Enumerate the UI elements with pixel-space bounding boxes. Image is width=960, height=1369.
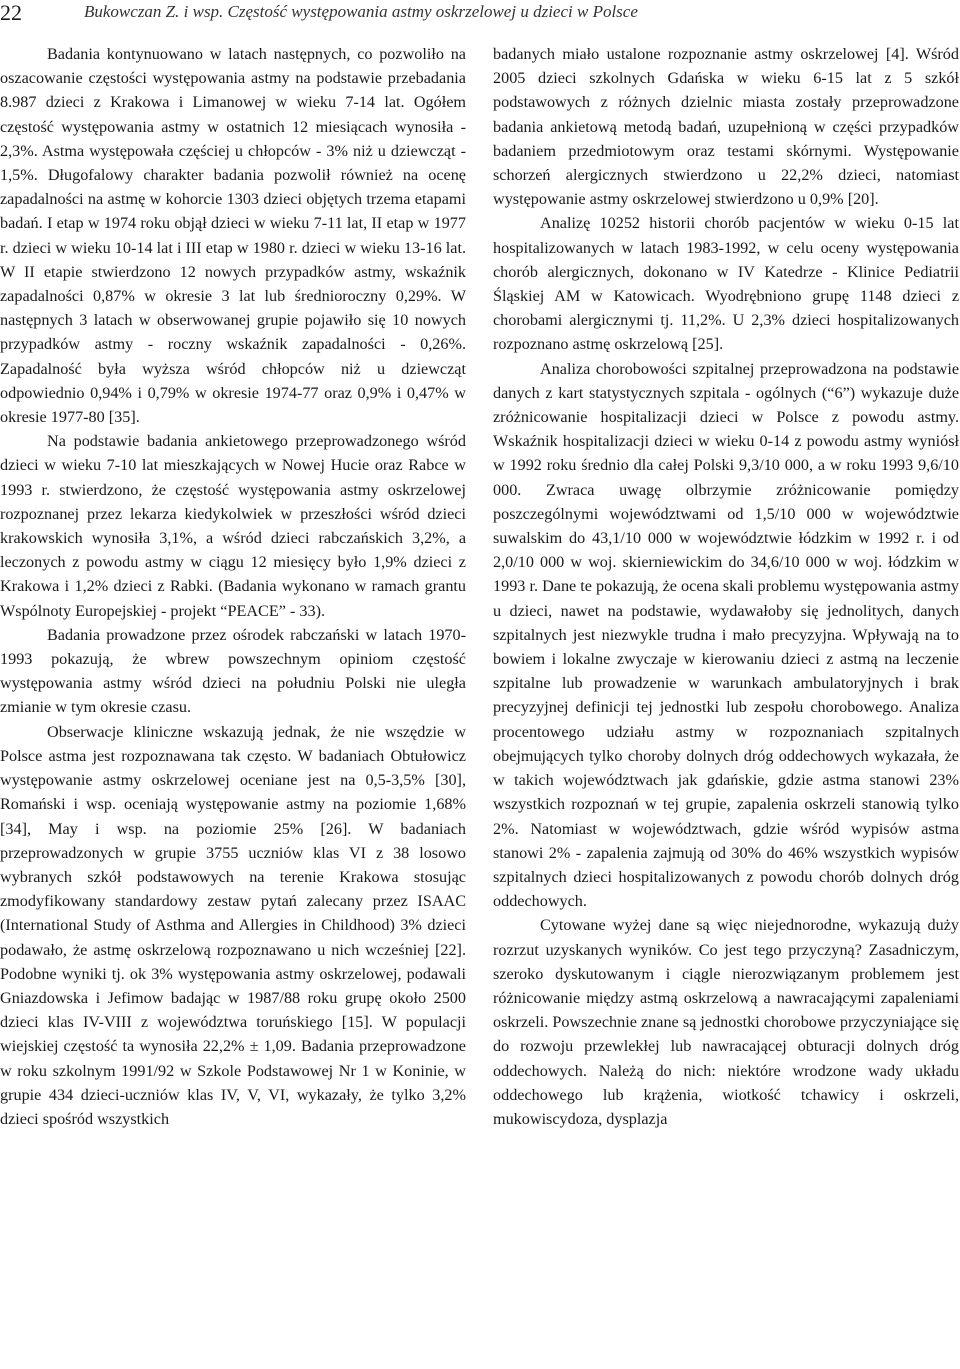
paragraph: Badania prowadzone przez ośrodek rabczański w latach 1970-1993 pokazują, że wbrew powszechnym opiniom częstość występowania astmy wśród dzieci na południu Polski nie uległa zmianie w tym okresie czasu. <box>0 625 466 717</box>
page-number: 22 <box>0 0 22 25</box>
left-column <box>0 42 466 1131</box>
paragraph: Analiza chorobowości szpitalnej przeprowadzona na podstawie danych z kart statystycznych szpitala - ogólnych (“6”) wykazuje duże zróżnicowanie hospitalizacji dzieci w Polsce z powodu astmy. Wskaźnik hospitalizacji dzieci w wieku 0-14 z powodu astmy wyniósł w 1992 roku średnio dla całej Polski 9,3/10 000, a w roku 1993 9,6/10 000. Zwraca uwagę olbrzymie zróżnicowanie pomiędzy poszczególnymi województwami od 1,5/10 000 w województwie suwalskim do 43,1/10 000 w województwie łódzkim w 1992 r. i od 2,0/10 000 w woj. skierniewickim do 34,6/10 000 w woj. łódzkim w 1993 r. Dane te pokazują, że ocena skali problemu występowania astmy u dzieci, nawet na podstawie, wydawałoby się jednolitych, danych szpitalnych jest niezwykle trudna i mało precyzyjna. Wpływają na to bowiem i lokalne zwyczaje w kierowaniu dzieci z astmą na leczenie szpitalne lub prowadzenie w warunkach ambulatoryjnych i brak precyzyjnej definicji tej jednostki lub zespołu chorobowego. Analiza procentowego udziału astmy w rozpoznaniach szpitalnych obejmujących tylko choroby dolnych dróg oddechowych wykazała, że w takich województwach jak gdańskie, gdzie astma stanowi 23% wszystkich rozpoznań w tej grupie, zapalenia oskrzeli stanowią tylko 2%. Natomiast w województwach, gdzie wśród wypisów astma stanowi 2% - zapalenia zajmują od 30% do 46% wszystkich wypisów szpitalnych dzieci hospitalizowanych z powodu chorób dolnych dróg oddechowych. <box>493 359 959 911</box>
paragraph-continued: badanych miało ustalone rozpoznanie astmy oskrzelowej [4]. Wśród 2005 dzieci szkolnych Gdańska w wieku 6-15 lat z 5 szkół podstawowych z różnych dzielnic miasta zostały przeprowadzone badania ankietową metodą badań, uzupełnioną w części przypadków badaniem przedmiotowym oraz testami skórnymi. Występowanie schorzeń alergicznych stwierdzono u 22,2% dzieci, natomiast występowanie astmy oskrzelowej stwierdzono u 0,9% [20]. <box>493 45 959 209</box>
paragraph: Obserwacje kliniczne wskazują jednak, że nie wszędzie w Polsce astma jest rozpoznawana tak często. W badaniach Obtułowicz występowanie astmy oskrzelowej oceniane jest na 0,5-3,5% [30], Romański i wsp. oceniają występowanie astmy na poziomie 1,68% [34], May i wsp. na poziomie 25% [26]. W badaniach przeprowadzonych w grupie 3755 uczniów klas VI z 38 losowo wybranych szkół podstawowych na terenie Krakowa stosując zmodyfikowany standardowy zestaw pytań zalecany przez ISAAC (International Study of Asthma and Allergies in Childhood) 3% dzieci podawało, że astmę oskrzelową rozpoznawano u nich wcześniej [22]. Podobne wyniki tj. ok 3% występowania astmy oskrzelowej, podawali Gniazdowska i Jefimow badając w 1987/88 roku grupę około 2500 dzieci klas IV-VIII z województwa toruńskiego [15]. W populacji wiejskiej częstość ta wynosiła 22,2% ± 1,09. Badania przeprowadzone w roku szkolnym 1991/92 w Szkole Podstawowej Nr 1 w Koninie, w grupie 434 dzieci-uczniów klas IV, V, VI, wykazały, że tylko 3,2% dzieci spośród wszystkich <box>0 722 466 1128</box>
paragraph: Analizę 10252 historii chorób pacjentów w wieku 0-15 lat hospitalizowanych w latach 1983-1992, w celu oceny występowania chorób alergicznych, dokonano w IV Katedrze - Klinice Pediatrii Śląskiej AM w Katowicach. Wyodrębniono grupę 1148 dzieci z chorobami alergicznymi tj. 11,2%. U 2,3% dzieci hospitalizowanych rozpoznano astmę oskrzelową [25]. <box>493 214 959 354</box>
paragraph: Na podstawie badania ankietowego przeprowadzonego wśród dzieci w wieku 7-10 lat mieszkających w Nowej Hucie oraz Rabce w 1993 r. stwierdzono, że częstość występowania astmy oskrzelowej rozpoznanej przez lekarza kiedykolwiek w przeszłości wśród dzieci krakowskich wynosiła 3,1%, a wśród dzieci rabczańskich 3,2%, a leczonych z powodu astmy w ciągu 12 miesięcy było 1,9% dzieci z Krakowa i 1,2% dzieci z Rabki. (Badania wykonano w ramach grantu Wspólnoty Europejskiej - projekt “PEACE” - 33). <box>0 432 466 620</box>
running-title: Bukowczan Z. i wsp. Częstość występowania astmy oskrzelowej u dzieci w Polsce <box>84 2 638 21</box>
paragraph: Cytowane wyżej dane są więc niejednorodne, wykazują duży rozrzut uzyskanych wyników. Co jest tego przyczyną? Zasadniczym, szeroko dyskutowanym i ciągle nierozwiązanym problemem jest różnicowanie między astmą oskrzelową a nawracającymi zapaleniami oskrzeli. Powszechnie znane są jednostki chorobowe przyczyniające się do rozwoju przewlekłej lub nawracającej obturacji dolnych dróg oddechowych. Należą do nich: niektóre wrodzone wady układu oddechowego lub krążenia, wiotkość tchawicy i oskrzeli, mukowiscydoza, dysplazja <box>493 916 959 1128</box>
paragraph: Badania kontynuowano w latach następnych, co pozwoliło na oszacowanie częstości występowania astmy na podstawie przebadania 8.987 dzieci z Krakowa i Limanowej w wieku 7-14 lat. Ogółem częstość występowania astmy w ostatnich 12 miesiącach wynosiła - 2,3%. Astma występowała częściej u chłopców - 3% niż u dziewcząt - 1,5%. Długofalowy charakter badania pozwolił również na ocenę zapadalności na astmę w kohorcie 1303 dzieci objętych trzema etapami badań. I etap w 1974 roku objął dzieci w wieku 7-11 lat, II etap w 1977 r. dzieci w wieku 10-14 lat i III etap w 1980 r. dzieci w wieku 13-16 lat. W II etapie stwierdzono 12 nowych przypadków astmy, wskaźnik zapadalności 0,87% w okresie 3 lat lub średnioroczny 0,29%. W następnych 3 latach w obserwowanej grupie pojawiło się 10 nowych przypadków astmy - roczny wskaźnik zapadalności - 0,26%. Zapadalność była wyższa wśród chłopców niż u dziewcząt odpowiednio 0,94% i 0,79% w okresie 1974-77 oraz 0,9% i 0,47% w okresie 1977-80 [35]. <box>0 45 466 427</box>
page-header <box>0 0 960 30</box>
right-column <box>493 42 959 1131</box>
